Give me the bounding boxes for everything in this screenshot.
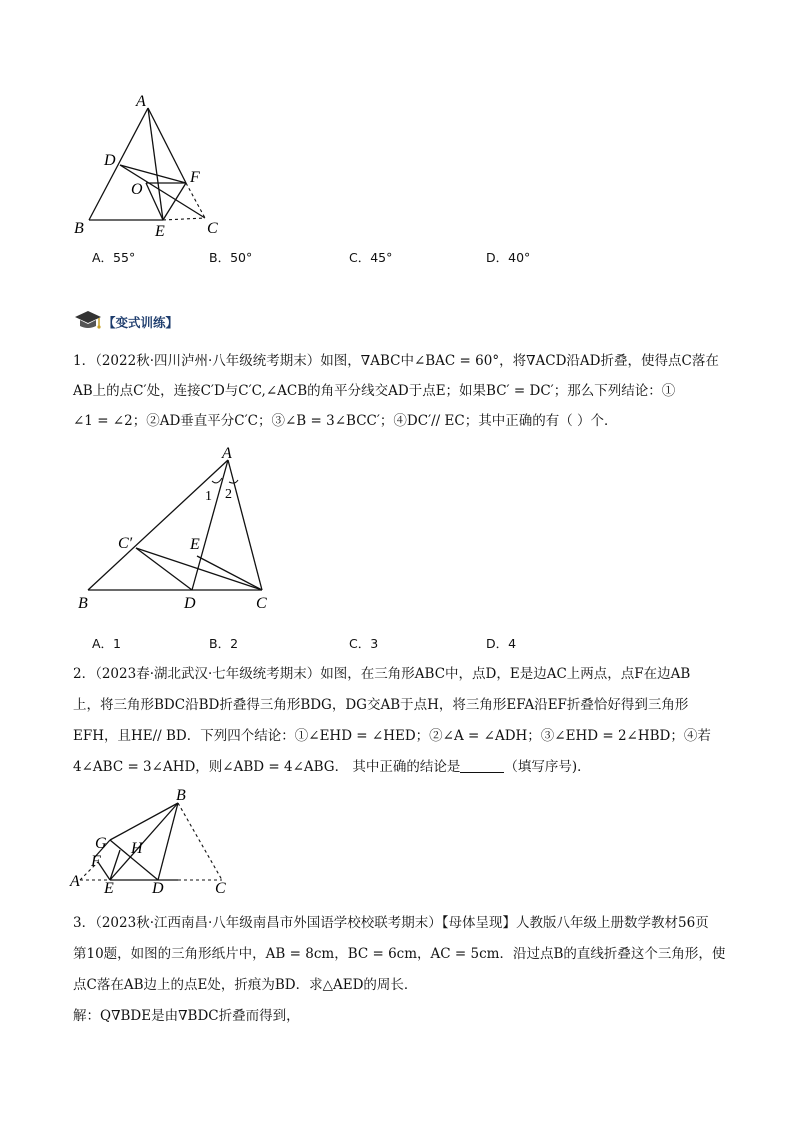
option-q1b: B．2	[209, 636, 239, 651]
segment-ec	[197, 556, 262, 590]
q1-line1: 1．（2022秋·四川泸州·八年级统考期末）如图，∇ABC中∠BAC = 60°，将∇ACD沿AD折叠，使得点C落在	[73, 353, 719, 369]
label-g: G	[95, 835, 107, 852]
section-title: 【变式训练】	[103, 315, 179, 330]
figure-1	[70, 92, 230, 242]
label-d: D	[104, 152, 116, 169]
option-1c: C．45°	[349, 250, 393, 265]
label-c: C	[207, 220, 218, 237]
option-q1d: D．4	[486, 636, 517, 651]
segment-fe	[163, 183, 186, 220]
segment-ad	[192, 460, 228, 590]
angle-mark-1	[212, 478, 222, 483]
label-e: E	[190, 536, 200, 553]
label-a: A	[136, 93, 146, 110]
edge-ac	[228, 460, 262, 590]
option-1a: A．55°	[92, 250, 136, 265]
dashed-bc	[178, 803, 222, 880]
label-h: H	[131, 840, 143, 857]
q2-line2: 上，将三角形BDC沿BD折叠得三角形BDG，DG交AB于点H，将三角形EFA沿EF折叠恰好得到三角形	[73, 697, 689, 713]
option-q1a: A．1	[92, 636, 122, 651]
label-c: C	[256, 595, 267, 612]
label-b: B	[176, 787, 186, 804]
q3-line2: 第10题，如图的三角形纸片中，AB = 8cm，BC = 6cm，AC = 5cm．沿过点B的直线折叠这个三角形，使	[73, 946, 726, 962]
q2-line4-text: 4∠ABC = 3∠AHD，则∠ABD = 4∠ABG． 其中正确的结论是	[73, 759, 461, 775]
q3-line3: 点C落在AB边上的点E处，折痕为BD．求△AED的周长．	[73, 977, 418, 993]
label-a: A	[222, 445, 232, 462]
q2-line4-suffix: （填写序号)．	[504, 759, 591, 775]
label-d: D	[184, 595, 196, 612]
label-b: B	[78, 595, 88, 612]
edge-ab	[88, 460, 228, 590]
graduation-cap-icon	[73, 309, 103, 331]
segment-c-prime-d	[136, 548, 192, 590]
q1-line2: AB上的点C′处，连接C′D与C′C,∠ACB的角平分线交AD于点E；如果BC′ = DC′；那么下列结论：①	[73, 383, 676, 399]
label-c: C	[215, 880, 226, 896]
q2-line1: 2．（2023春·湖北武汉·七年级统考期末）如图，在三角形ABC中，点D，E是边AC上两点，点F在边AB	[73, 666, 691, 682]
q3-line1: 3．（2023秋·江西南昌·八年级南昌市外国语学校校联考期末）【母体呈现】人教版八年级上册数学教材56页	[73, 915, 709, 931]
segment-c-prime-c	[136, 548, 262, 590]
option-1d: D．40°	[486, 250, 531, 265]
q3-line4: 解：Q∇BDE是由∇BDC折叠而得到，	[73, 1008, 300, 1024]
figure-2	[72, 442, 282, 612]
figure-3	[68, 786, 238, 896]
segment-df	[120, 165, 186, 183]
label-b: B	[74, 220, 84, 237]
segment-bg	[110, 803, 178, 840]
segment-he	[110, 850, 120, 880]
q1-line3: ∠1 = ∠2；②AD垂直平分C′C；③∠B = 3∠BCC′；④DC′// EC；其中正确的有（ ）个．	[73, 413, 618, 429]
label-angle-1: 1	[205, 489, 212, 504]
label-angle-2: 2	[225, 487, 232, 502]
edge-ab	[89, 108, 148, 220]
label-d: D	[152, 880, 164, 896]
answer-blank	[460, 760, 504, 773]
label-o: O	[131, 181, 143, 198]
label-c-prime: C′	[118, 535, 133, 552]
dashed-ec	[163, 218, 205, 220]
label-e: E	[155, 223, 165, 240]
option-q1c: C．3	[349, 636, 379, 651]
option-1b: B．50°	[209, 250, 253, 265]
label-f: F	[190, 169, 200, 186]
label-a: A	[70, 873, 80, 890]
q2-line3: EFH，且HE// BD．下列四个结论：①∠EHD = ∠HED；②∠A = ∠ADH；③∠EHD = 2∠HBD；④若	[73, 728, 711, 744]
q2-line4	[73, 757, 733, 777]
label-f: F	[91, 853, 101, 870]
edge-af	[148, 108, 186, 183]
label-e: E	[104, 880, 114, 896]
